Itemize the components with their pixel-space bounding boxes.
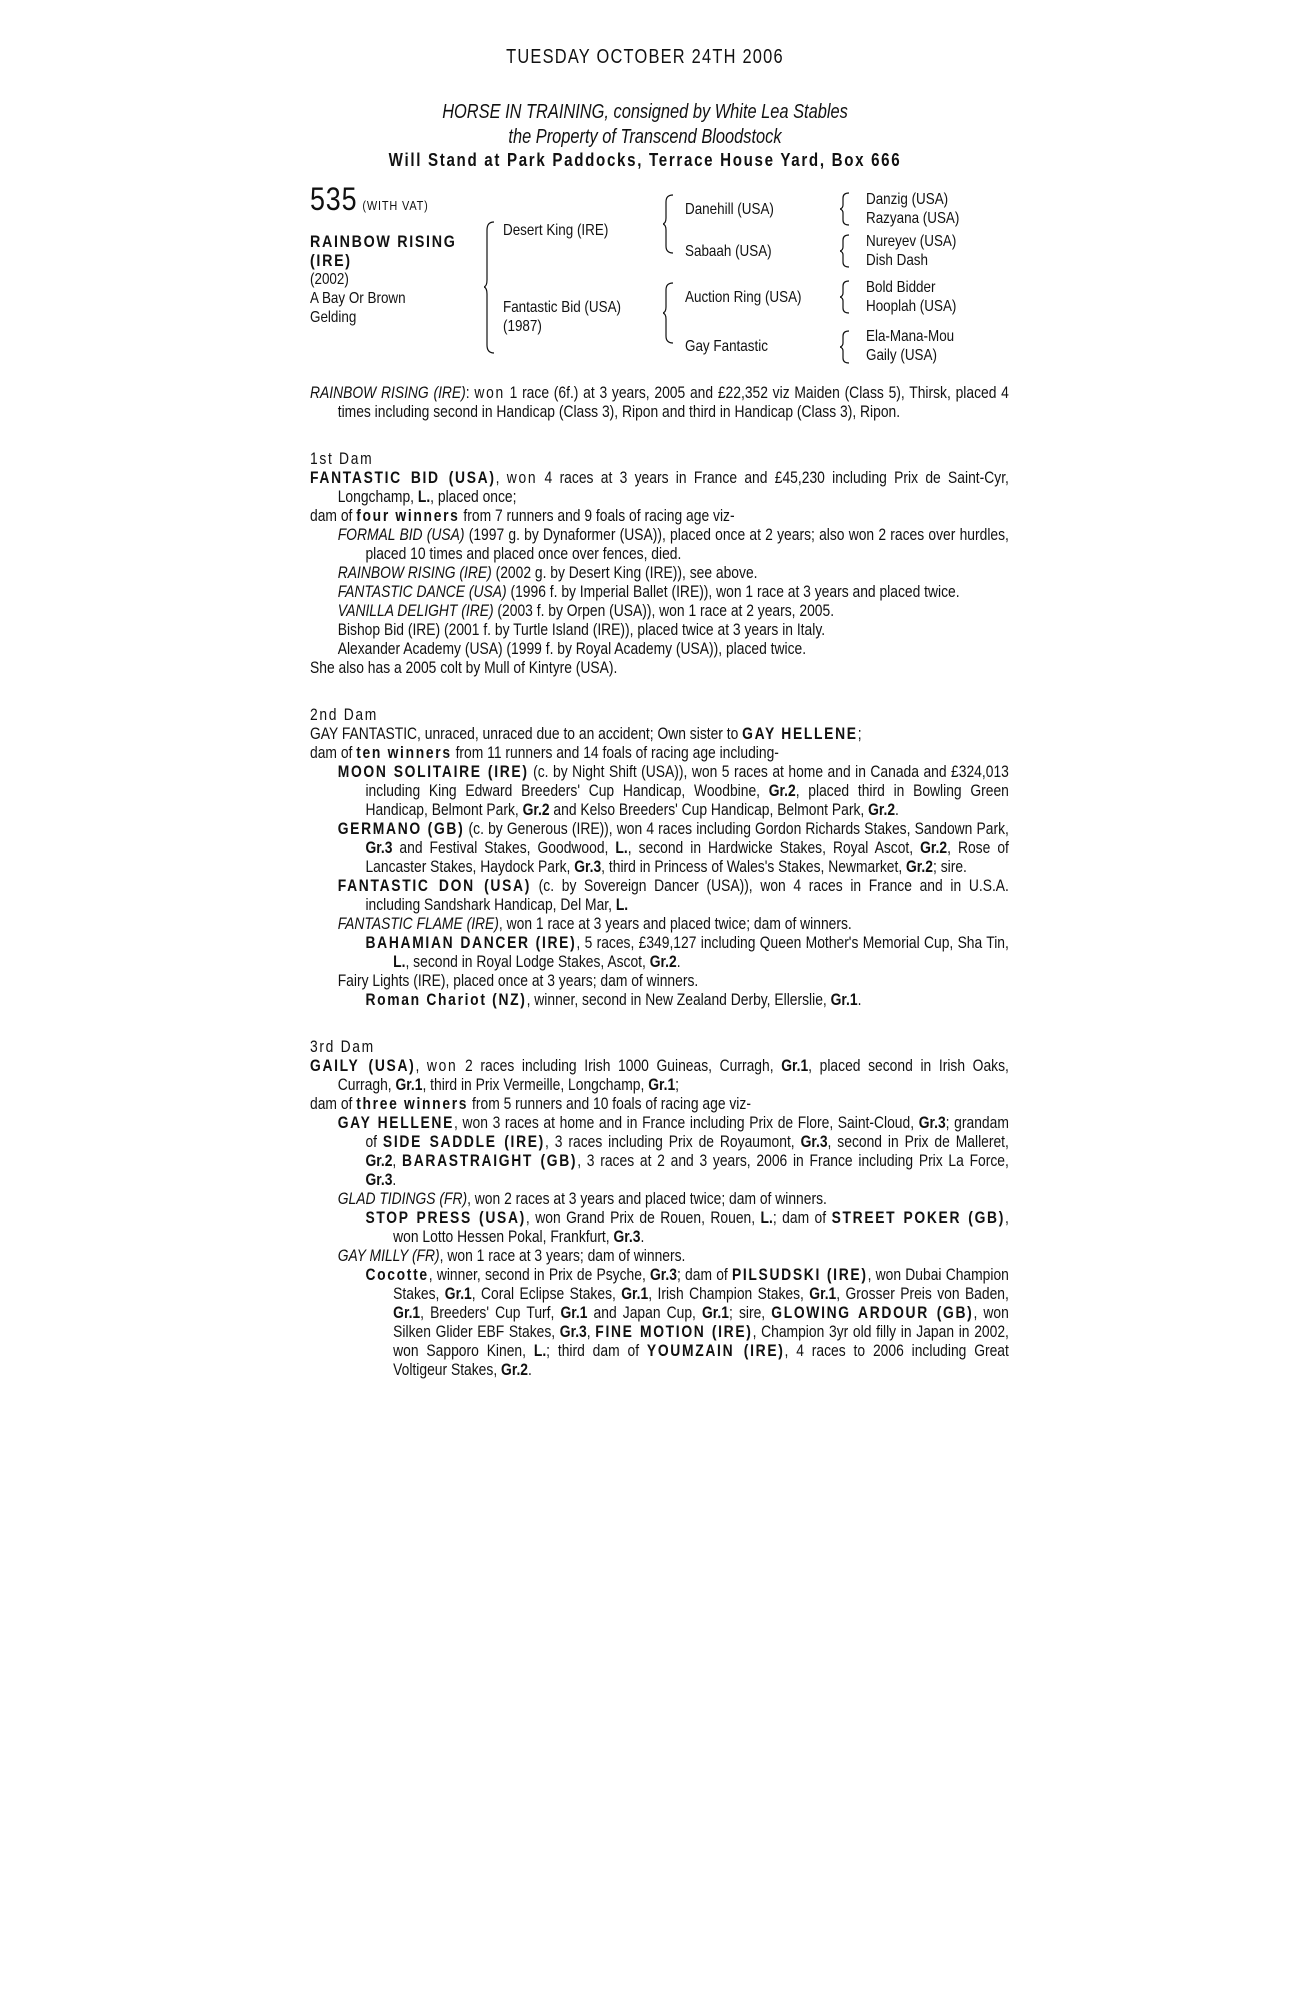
- gay-milly-name: GAY MILLY (FR): [337, 1247, 440, 1265]
- foal-3-text: (1996 f. by Imperial Ballet (IRE)), won 1 race at 3 years and placed twice.: [506, 583, 960, 601]
- first-dam-name: FANTASTIC BID (USA): [310, 469, 496, 487]
- third-dam-text-3: , third in Prix Vermeille, Longchamp,: [422, 1076, 649, 1094]
- cocotte-name: Cocotte: [365, 1266, 429, 1284]
- moon-grade-2: Gr.2: [522, 801, 550, 819]
- first-dam-heading: 1st Dam: [310, 450, 374, 468]
- roman-chariot-name: Roman Chariot (NZ): [365, 991, 527, 1009]
- moon-text: (c. by Night Shift (USA)), won 5 races at home and in Canada and £324,013 including King Edward Breeders' Cup Handicap, Woodbine,: [365, 763, 1009, 800]
- sale-date: TUESDAY OCTOBER 24TH 2006: [506, 46, 784, 68]
- second-dam-winners: ten winners: [356, 744, 452, 762]
- fairy-lights-entry: Fairy Lights (IRE), placed once at 3 years; dam of winners.: [337, 972, 699, 990]
- foal-2: [338, 564, 1009, 583]
- foal-1-text: (1997 g. by Dynaformer (USA)), placed once at 2 years; also won 2 races over hurdles, placed 10 times and placed once over fences, died.: [365, 526, 1009, 563]
- property-line: the Property of Transcend Bloodstock: [508, 126, 782, 148]
- dam-name-text: Fantastic Bid (USA): [503, 299, 622, 316]
- record-text: 1 race (6f.) at 3 years, 2005 and £22,352 viz Maiden (Class 5), Thirsk, placed 4 times including second in Handicap (Class 3), Ripon and third in Handicap (Class 3), Ripon.: [337, 384, 1009, 421]
- record-horse-name: RAINBOW RISING (IRE): [310, 384, 466, 402]
- moon-end: .: [895, 801, 899, 819]
- sire-name: Desert King (IRE): [503, 222, 609, 239]
- foal-3-name: FANTASTIC DANCE (USA): [337, 583, 507, 601]
- third-dam-summary: GAILY (USA), won 2 races including Irish 1000 Guineas, Curragh, Gr.1, placed second in Irish Oaks, Curragh, Gr.1, third in Prix Vermeille, Longchamp, Gr.1;: [310, 1057, 1009, 1094]
- lot-heading: [310, 181, 429, 217]
- cocotte-listed: L.: [533, 1342, 547, 1360]
- hellene-grade-1: Gr.3: [918, 1114, 946, 1132]
- foal-1: [338, 526, 1009, 564]
- parents-brace: [484, 220, 498, 355]
- glad-tidings-name: GLAD TIDINGS (FR): [337, 1190, 468, 1208]
- horse-name: RAINBOW RISING: [310, 232, 457, 251]
- second-dam-damof-end: from 11 runners and 14 foals of racing age including-: [451, 744, 779, 762]
- germano-text-3: , second in Hardwicke Stakes, Royal Ascot,: [627, 839, 921, 857]
- cocotte-end: .: [528, 1361, 532, 1379]
- first-dam-also: She also has a 2005 colt by Mull of Kintyre (USA).: [310, 659, 618, 677]
- roman-text: , winner, second in New Zealand Derby, Ellerslie,: [526, 991, 831, 1009]
- cocotte-text-14: , 4 races to 2006 including Great Voltigeur Stakes,: [393, 1342, 1009, 1379]
- third-dam-heading: 3rd Dam: [310, 1038, 375, 1056]
- gg-brace-2: [840, 234, 852, 268]
- third-dam-grade-1: Gr.1: [781, 1057, 809, 1075]
- dam-name: [503, 298, 621, 336]
- germano-text-4: , Rose of Lancaster Stakes, Haydock Park,: [365, 839, 1009, 876]
- first-dam-produce-intro: [310, 507, 1009, 526]
- foal-6: Alexander Academy (USA) (1999 f. by Royal Academy (USA)), placed twice.: [337, 640, 807, 658]
- glad-tidings-entry: [338, 1190, 1009, 1209]
- dam-sire: Auction Ring (USA): [685, 289, 802, 306]
- side-saddle-name: SIDE SADDLE (IRE): [382, 1133, 545, 1151]
- cocotte-text-10: , won Silken Glider EBF Stakes,: [393, 1304, 1009, 1341]
- gg-brace-4: [840, 330, 852, 364]
- gg-brace-1: [840, 192, 852, 226]
- first-dam-text-end: , placed once;: [430, 488, 517, 506]
- first-dam-text: 4 races at 3 years in France and £45,230 including Prix de Saint-Cyr, Longchamp,: [337, 469, 1009, 506]
- cocotte-text-6: , Grosser Preis von Baden,: [836, 1285, 1009, 1303]
- stop-text-3: , won Lotto Hessen Pokal, Frankfurt,: [393, 1209, 1009, 1246]
- cocotte-grade-9: Gr.2: [501, 1361, 529, 1379]
- cocotte-grade-2: Gr.1: [444, 1285, 472, 1303]
- milly-text: , won 1 race at 3 years; dam of winners.: [439, 1247, 686, 1265]
- third-dam-damof-end: from 5 runners and 10 foals of racing age viz-: [468, 1095, 751, 1113]
- foal-2-text: (2002 g. by Desert King (IRE)), see above.: [491, 564, 758, 582]
- horse-info: [310, 232, 456, 327]
- cocotte-text-12: , Champion 3yr old filly in Japan in 2002, won Sapporo Kinen,: [393, 1323, 1009, 1360]
- bahamian-listed: L.: [393, 953, 406, 971]
- barastraight-name: BARASTRAIGHT (GB): [402, 1152, 578, 1170]
- cocotte-text-8: and Japan Cup,: [587, 1304, 703, 1322]
- first-dam-damof: dam of: [310, 507, 357, 525]
- third-dam-winners: three winners: [356, 1095, 469, 1113]
- germano-text-2: and Festival Stakes, Goodwood,: [392, 839, 616, 857]
- bahamian-grade: Gr.2: [649, 953, 677, 971]
- germano-text-5: , third in Princess of Wales's Stakes, Newmarket,: [601, 858, 907, 876]
- cocotte-text-9: ; sire,: [728, 1304, 772, 1322]
- foal-5: Bishop Bid (IRE) (2001 f. by Turtle Island (IRE)), placed twice at 3 years in Italy.: [337, 621, 826, 639]
- cocotte-text-2: ; dam of: [676, 1266, 732, 1284]
- dam-brace: [663, 282, 677, 344]
- roman-chariot-entry: [365, 991, 1008, 1010]
- second-dam-line1-end: ;: [857, 725, 862, 743]
- stop-press-name: STOP PRESS (USA): [365, 1209, 526, 1227]
- stop-text: , won Grand Prix de Rouen, Rouen,: [525, 1209, 761, 1227]
- consignor-line: HORSE IN TRAINING, consigned by White Lea Stables: [442, 101, 848, 123]
- cocotte-text-4: , Coral Eclipse Stakes,: [471, 1285, 622, 1303]
- pedigree-table: [310, 181, 990, 370]
- germano-listed: L.: [615, 839, 628, 857]
- cocotte-text-5: , Irish Champion Stakes,: [648, 1285, 810, 1303]
- stand-location: Will Stand at Park Paddocks, Terrace House Yard, Box 666: [388, 150, 902, 170]
- glad-text: , won 2 races at 3 years and placed twice; dam of winners.: [467, 1190, 827, 1208]
- first-dam-damof-end: from 7 runners and 9 foals of racing age viz-: [459, 507, 735, 525]
- stop-text-2: ; dam of: [772, 1209, 832, 1227]
- hellene-grade-4: Gr.3: [365, 1171, 393, 1189]
- germano-grade-4: Gr.2: [906, 858, 933, 876]
- great-grandsire-1: Danzig (USA): [866, 191, 949, 208]
- hellene-grade-2: Gr.3: [800, 1133, 828, 1151]
- hellene-text-2: ; grandam of: [365, 1114, 1009, 1151]
- sire-sire: Danehill (USA): [685, 201, 774, 218]
- glowing-ardour-name: GLOWING ARDOUR (GB): [771, 1304, 974, 1322]
- fantastic-don-name: FANTASTIC DON (USA): [337, 877, 532, 895]
- third-dam-grade-3: Gr.1: [648, 1076, 676, 1094]
- germano-entry: [338, 820, 1009, 877]
- bahamian-end: .: [676, 953, 681, 971]
- stop-end: .: [640, 1228, 645, 1246]
- stop-press-entry: [365, 1209, 1008, 1247]
- bahamian-dancer-entry: [365, 934, 1008, 972]
- fantastic-flame-entry: [338, 915, 1009, 934]
- third-dam-grade-2: Gr.1: [395, 1076, 423, 1094]
- cocotte-text: , winner, second in Prix de Psyche,: [428, 1266, 651, 1284]
- foal-4: [338, 602, 1009, 621]
- third-dam-text: 2 races including Irish 1000 Guineas, Curragh,: [457, 1057, 782, 1075]
- second-dam-produce-intro: [310, 744, 1009, 763]
- colour-line2: Gelding: [310, 309, 357, 326]
- stop-listed: L.: [760, 1209, 773, 1227]
- cocotte-grade-7: Gr.1: [702, 1304, 729, 1322]
- first-dam-won: won: [506, 469, 538, 487]
- cocotte-grade-8: Gr.3: [559, 1323, 587, 1341]
- moon-grade-3: Gr.2: [868, 801, 896, 819]
- third-dam-produce-intro: [310, 1095, 1009, 1114]
- dam-year: (1987): [503, 318, 542, 335]
- hellene-grade-3: Gr.2: [365, 1152, 393, 1170]
- youmzain-name: YOUMZAIN (IRE): [646, 1342, 785, 1360]
- produce-record: [310, 384, 1008, 1380]
- great-granddam-1: Razyana (USA): [866, 210, 960, 227]
- first-dam-listed: L.: [417, 488, 431, 506]
- gg-brace-3: [840, 280, 852, 314]
- great-grandsire-3: Bold Bidder: [866, 279, 936, 296]
- don-listed: L.: [615, 896, 629, 914]
- moon-grade-1: Gr.2: [768, 782, 796, 800]
- hellene-text-5: ,: [392, 1152, 403, 1170]
- great-granddam-3: Hooplah (USA): [866, 298, 957, 315]
- hellene-text-4: , second in Prix de Malleret,: [827, 1133, 1009, 1151]
- second-dam-sister: GAY HELLENE: [742, 725, 858, 743]
- fine-motion-name: FINE MOTION (IRE): [595, 1323, 753, 1341]
- moon-solitaire-entry: [338, 763, 1009, 820]
- cocotte-grade-4: Gr.1: [809, 1285, 837, 1303]
- fantastic-flame-name: FANTASTIC FLAME (IRE): [337, 915, 499, 933]
- bahamian-text: , 5 races, £349,127 including Queen Mother's Memorial Cup, Sha Tin,: [576, 934, 1009, 952]
- stop-grade: Gr.3: [613, 1228, 641, 1246]
- cocotte-entry: [365, 1266, 1008, 1380]
- sire-brace: [663, 194, 677, 254]
- bahamian-dancer-name: BAHAMIAN DANCER (IRE): [365, 934, 577, 952]
- second-dam-heading: 2nd Dam: [310, 706, 379, 724]
- germano-grade-1: Gr.3: [365, 839, 393, 857]
- cocotte-grade-3: Gr.1: [621, 1285, 649, 1303]
- dam-dam: Gay Fantastic: [685, 338, 768, 355]
- roman-grade: Gr.1: [830, 991, 858, 1009]
- foal-4-text: (2003 f. by Orpen (USA)), won 1 race at 2 years, 2005.: [493, 602, 835, 620]
- vat-note: (WITH VAT): [362, 198, 429, 213]
- bahamian-text-2: , second in Royal Lodge Stakes, Ascot,: [405, 953, 650, 971]
- great-granddam-2: Dish Dash: [866, 252, 929, 269]
- record-won: won: [474, 384, 505, 402]
- cocotte-text-13: ; third dam of: [546, 1342, 647, 1360]
- germano-grade-2: Gr.2: [920, 839, 948, 857]
- foal-4-name: VANILLA DELIGHT (IRE): [337, 602, 494, 620]
- third-dam-won: won: [426, 1057, 458, 1075]
- moon-text-2: , placed third in Bowling Green Handicap, Belmont Park,: [365, 782, 1009, 819]
- second-dam-summary: [310, 725, 1009, 744]
- second-dam-damof: dam of: [310, 744, 357, 762]
- first-dam-summary: FANTASTIC BID (USA), won 4 races at 3 years in France and £45,230 including Prix de Saint-Cyr, Longchamp, L., placed once;: [310, 469, 1009, 506]
- germano-name: GERMANO (GB): [337, 820, 465, 838]
- foaling-year: (2002): [310, 271, 349, 288]
- foal-3: [338, 583, 1009, 602]
- cocotte-text-7: , Breeders' Cup Turf,: [420, 1304, 561, 1322]
- germano-end: ; sire.: [932, 858, 967, 876]
- flame-text: , won 1 race at 3 years and placed twice; dam of winners.: [498, 915, 852, 933]
- great-granddam-4: Gaily (USA): [866, 347, 937, 364]
- cocotte-grade-1: Gr.3: [650, 1266, 677, 1284]
- pilsudski-name: PILSUDSKI (IRE): [731, 1266, 868, 1284]
- hellene-text-3: , 3 races including Prix de Royaumont,: [544, 1133, 801, 1151]
- moon-solitaire-name: MOON SOLITAIRE (IRE): [337, 763, 529, 781]
- lot-number: 535: [310, 181, 358, 217]
- gay-hellene-entry: [338, 1114, 1009, 1190]
- roman-end: .: [857, 991, 862, 1009]
- gay-hellene-name: GAY HELLENE: [337, 1114, 455, 1132]
- hellene-text: , won 3 races at home and in France including Prix de Flore, Saint-Cloud,: [454, 1114, 919, 1132]
- street-poker-name: STREET POKER (GB): [831, 1209, 1006, 1227]
- great-grandsire-4: Ela-Mana-Mou: [866, 328, 955, 345]
- colour-line1: A Bay Or Brown: [310, 290, 406, 307]
- third-dam-damof: dam of: [310, 1095, 357, 1113]
- horse-country: (IRE): [310, 251, 352, 270]
- third-dam-name: GAILY (USA): [310, 1057, 416, 1075]
- germano-text: (c. by Generous (IRE)), won 4 races including Gordon Richards Stakes, Sandown Park,: [464, 820, 1009, 838]
- third-dam-text-2: , placed second in Irish Oaks, Curragh,: [337, 1057, 1009, 1094]
- germano-grade-3: Gr.3: [574, 858, 602, 876]
- cocotte-text-3: , won Dubai Champion Stakes,: [393, 1266, 1009, 1303]
- fantastic-don-entry: [338, 877, 1009, 915]
- sire-dam: Sabaah (USA): [685, 243, 772, 260]
- race-record: RAINBOW RISING (IRE): won 1 race (6f.) at 3 years, 2005 and £22,352 viz Maiden (Class 5), Thirsk, placed 4 times including second in Handicap (Class 3), Ripon and third in Handicap (Class 3), Ripon.: [310, 384, 1009, 421]
- cocotte-grade-6: Gr.1: [560, 1304, 588, 1322]
- third-dam-end: ;: [675, 1076, 680, 1094]
- moon-text-3: and Kelso Breeders' Cup Handicap, Belmont Park,: [549, 801, 869, 819]
- hellene-end: .: [392, 1171, 397, 1189]
- second-dam-line1: GAY FANTASTIC, unraced, unraced due to an accident; Own sister to: [310, 725, 743, 743]
- cocotte-text-11: ,: [586, 1323, 596, 1341]
- great-grandsire-2: Nureyev (USA): [866, 233, 957, 250]
- first-dam-winners: four winners: [356, 507, 460, 525]
- gay-milly-entry: [338, 1247, 1009, 1266]
- consignment-info: [116, 100, 1174, 150]
- foal-2-name: RAINBOW RISING (IRE): [337, 564, 492, 582]
- cocotte-grade-5: Gr.1: [393, 1304, 421, 1322]
- foal-1-name: FORMAL BID (USA): [337, 526, 465, 544]
- don-text: (c. by Sovereign Dancer (USA)), won 4 races in France and in U.S.A. including Sandshark Handicap, Del Mar,: [365, 877, 1009, 914]
- hellene-text-6: , 3 races at 2 and 3 years, 2006 in France including Prix La Force,: [577, 1152, 1009, 1170]
